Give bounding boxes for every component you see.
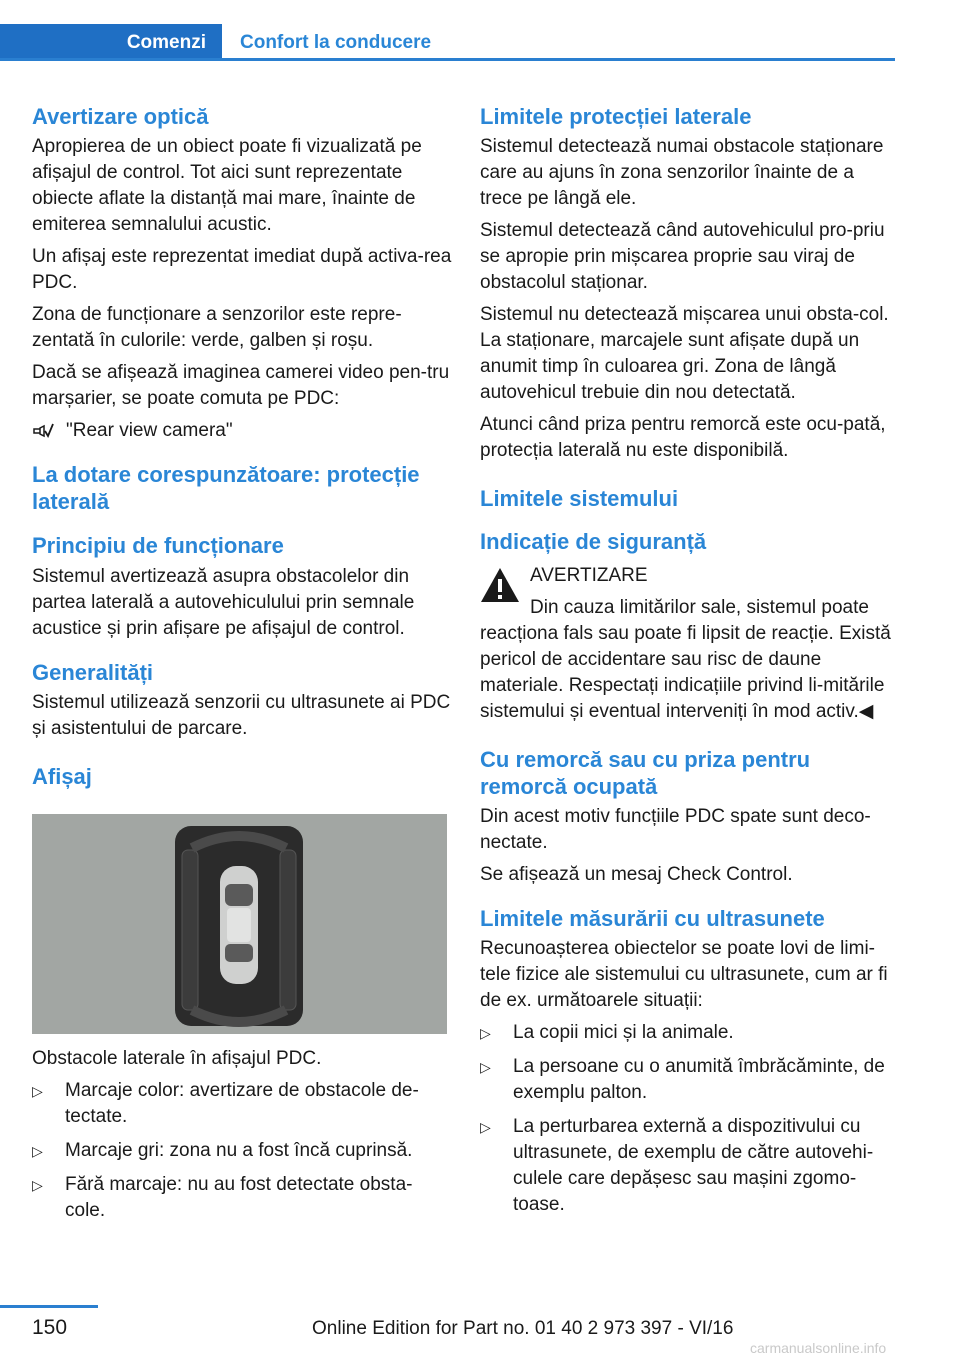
left-column [32, 100, 452, 1232]
paragraph: Sistemul utilizează senzorii cu ultrasunete ai PDC și asistentului de parcare. [32, 691, 451, 739]
rear-camera-icon [32, 422, 54, 440]
triangle-bullet-icon: ▷ [32, 1143, 43, 1160]
left-bullet-list [32, 1078, 452, 1224]
heading-limitele-ultrasunete: Limitele măsurării cu ultrasunete [480, 905, 825, 931]
paragraph: Sistemul nu detectează mișcarea unui obsta‐col. La staționare, marcajele sunt afișate după un anumit timp în culoarea gri. Zona de lângă autovehicul trebuie din nou detectată. [480, 304, 889, 404]
paragraph: Un afișaj este reprezentat imediat după activa‐rea PDC. [32, 246, 452, 294]
list-item: ▷ La persoane cu o anumită îmbrăcăminte, de exemplu palton. [480, 1056, 885, 1104]
paragraph: Din acest motiv funcțiile PDC spate sunt deco‐nectate. [480, 805, 871, 853]
figure-caption: Obstacole laterale în afișajul PDC. [32, 1048, 322, 1070]
paragraph: Sistemul detectează numai obstacole staționare care au ajuns în zona senzorilor înainte de a trece pe lângă ele. [480, 136, 884, 210]
triangle-bullet-icon: ▷ [480, 1025, 491, 1042]
warning-title: AVERTIZARE [530, 565, 648, 587]
edition-note: Online Edition for Part no. 01 40 2 973 397 - VI/16 [312, 1318, 734, 1339]
list-item: ▷ Marcaje gri: zona nu a fost încă cuprinsă. [32, 1138, 452, 1164]
tab-confort-la-conducere[interactable]: Confort la conducere [240, 31, 432, 53]
heading-limitele-protectiei: Limitele protecției laterale [480, 104, 752, 129]
heading-principiu: Principiu de funcționare [32, 533, 284, 559]
rear-view-camera-row [32, 418, 452, 444]
rear-view-camera-label: "Rear view camera" [66, 420, 233, 442]
heading-generalitati: Generalități [32, 659, 154, 685]
triangle-bullet-icon: ▷ [480, 1059, 491, 1076]
list-item: ▷ Fără marcaje: nu au fost detectate obsta‐cole. [32, 1174, 413, 1222]
heading-limitele-sistemului: Limitele sistemului [480, 486, 679, 512]
paragraph: Sistemul detectează când autovehiculul pro‐priu se apropie prin mișcarea proprie sau viraj de obstacolul staționar. [480, 220, 885, 294]
list-item: ▷ La copii mici și la animale. [480, 1020, 896, 1046]
heading-indicatie-siguranta: Indicație de siguranță [480, 528, 707, 554]
paragraph: Dacă se afișează imaginea camerei video pen‐tru marșarier, se poate comuta pe PDC: [32, 362, 450, 410]
triangle-bullet-icon: ▷ [32, 1177, 43, 1194]
pdc-display-image [32, 814, 447, 1034]
tab-comenzi[interactable]: Comenzi [0, 24, 222, 61]
list-item: ▷ Marcaje color: avertizare de obstacole de‐tectate. [32, 1080, 419, 1128]
triangle-bullet-icon: ▷ [32, 1083, 43, 1100]
watermark: carmanualsonline.info [750, 1340, 887, 1356]
paragraph: Zona de funcționare a senzorilor este repre‐zentată în culorile: verde, galben și roșu. [32, 304, 402, 352]
paragraph: Se afișează un mesaj Check Control. [480, 863, 793, 885]
page-number: 150 [32, 1316, 68, 1339]
heading-dotare-protectie-laterala: La dotare corespunzătoare: protecție laterală [32, 462, 420, 514]
triangle-bullet-icon: ▷ [480, 1119, 491, 1136]
list-item: ▷ La perturbarea externă a dispozitivului cu ultrasunete, de exemplu de către autovehi‐culele care depășesc sau mașini zgomo‐toase. [480, 1116, 874, 1216]
footer-divider [0, 1305, 98, 1308]
heading-avertizare-optica: Avertizare optică [32, 104, 209, 129]
warning-triangle-icon [480, 567, 520, 603]
paragraph: Atunci când priza pentru remorcă este ocu‐pată, protecția laterală nu este disponibilă. [480, 414, 886, 462]
right-column [480, 100, 896, 1226]
warning-body: Din cauza limitărilor sale, sistemul poate reacționa fals sau poate fi lipsit de reacție. Există pericol de accidentare sau risc de daune materiale. Respectați indicațiile privind li‐mitările sistemului și eventual interveniți în mod activ.◀ [480, 597, 891, 723]
heading-remorca: Cu remorcă sau cu priza pentru remorcă ocupată [480, 747, 811, 799]
heading-afisaj: Afișaj [32, 763, 92, 789]
pdc-car-illustration [32, 814, 447, 1034]
paragraph: Apropierea de un obiect poate fi vizualizată pe afișajul de control. Tot aici sunt reprezentate obiecte aflate la distanță mai mare, înainte de emiterea semnalului acustic. [32, 136, 422, 236]
right-bullet-list [480, 1020, 896, 1218]
header-divider [0, 58, 895, 61]
paragraph: Sistemul avertizează asupra obstacolelor din partea laterală a autovehiculului prin semnale acustice și prin afișare pe afișajul de control. [32, 565, 415, 639]
paragraph: Recunoașterea obiectelor se poate lovi de limi‐tele fizice ale sistemului cu ultrasunete, cum ar fi de ex. următoarele situații: [480, 938, 888, 1012]
